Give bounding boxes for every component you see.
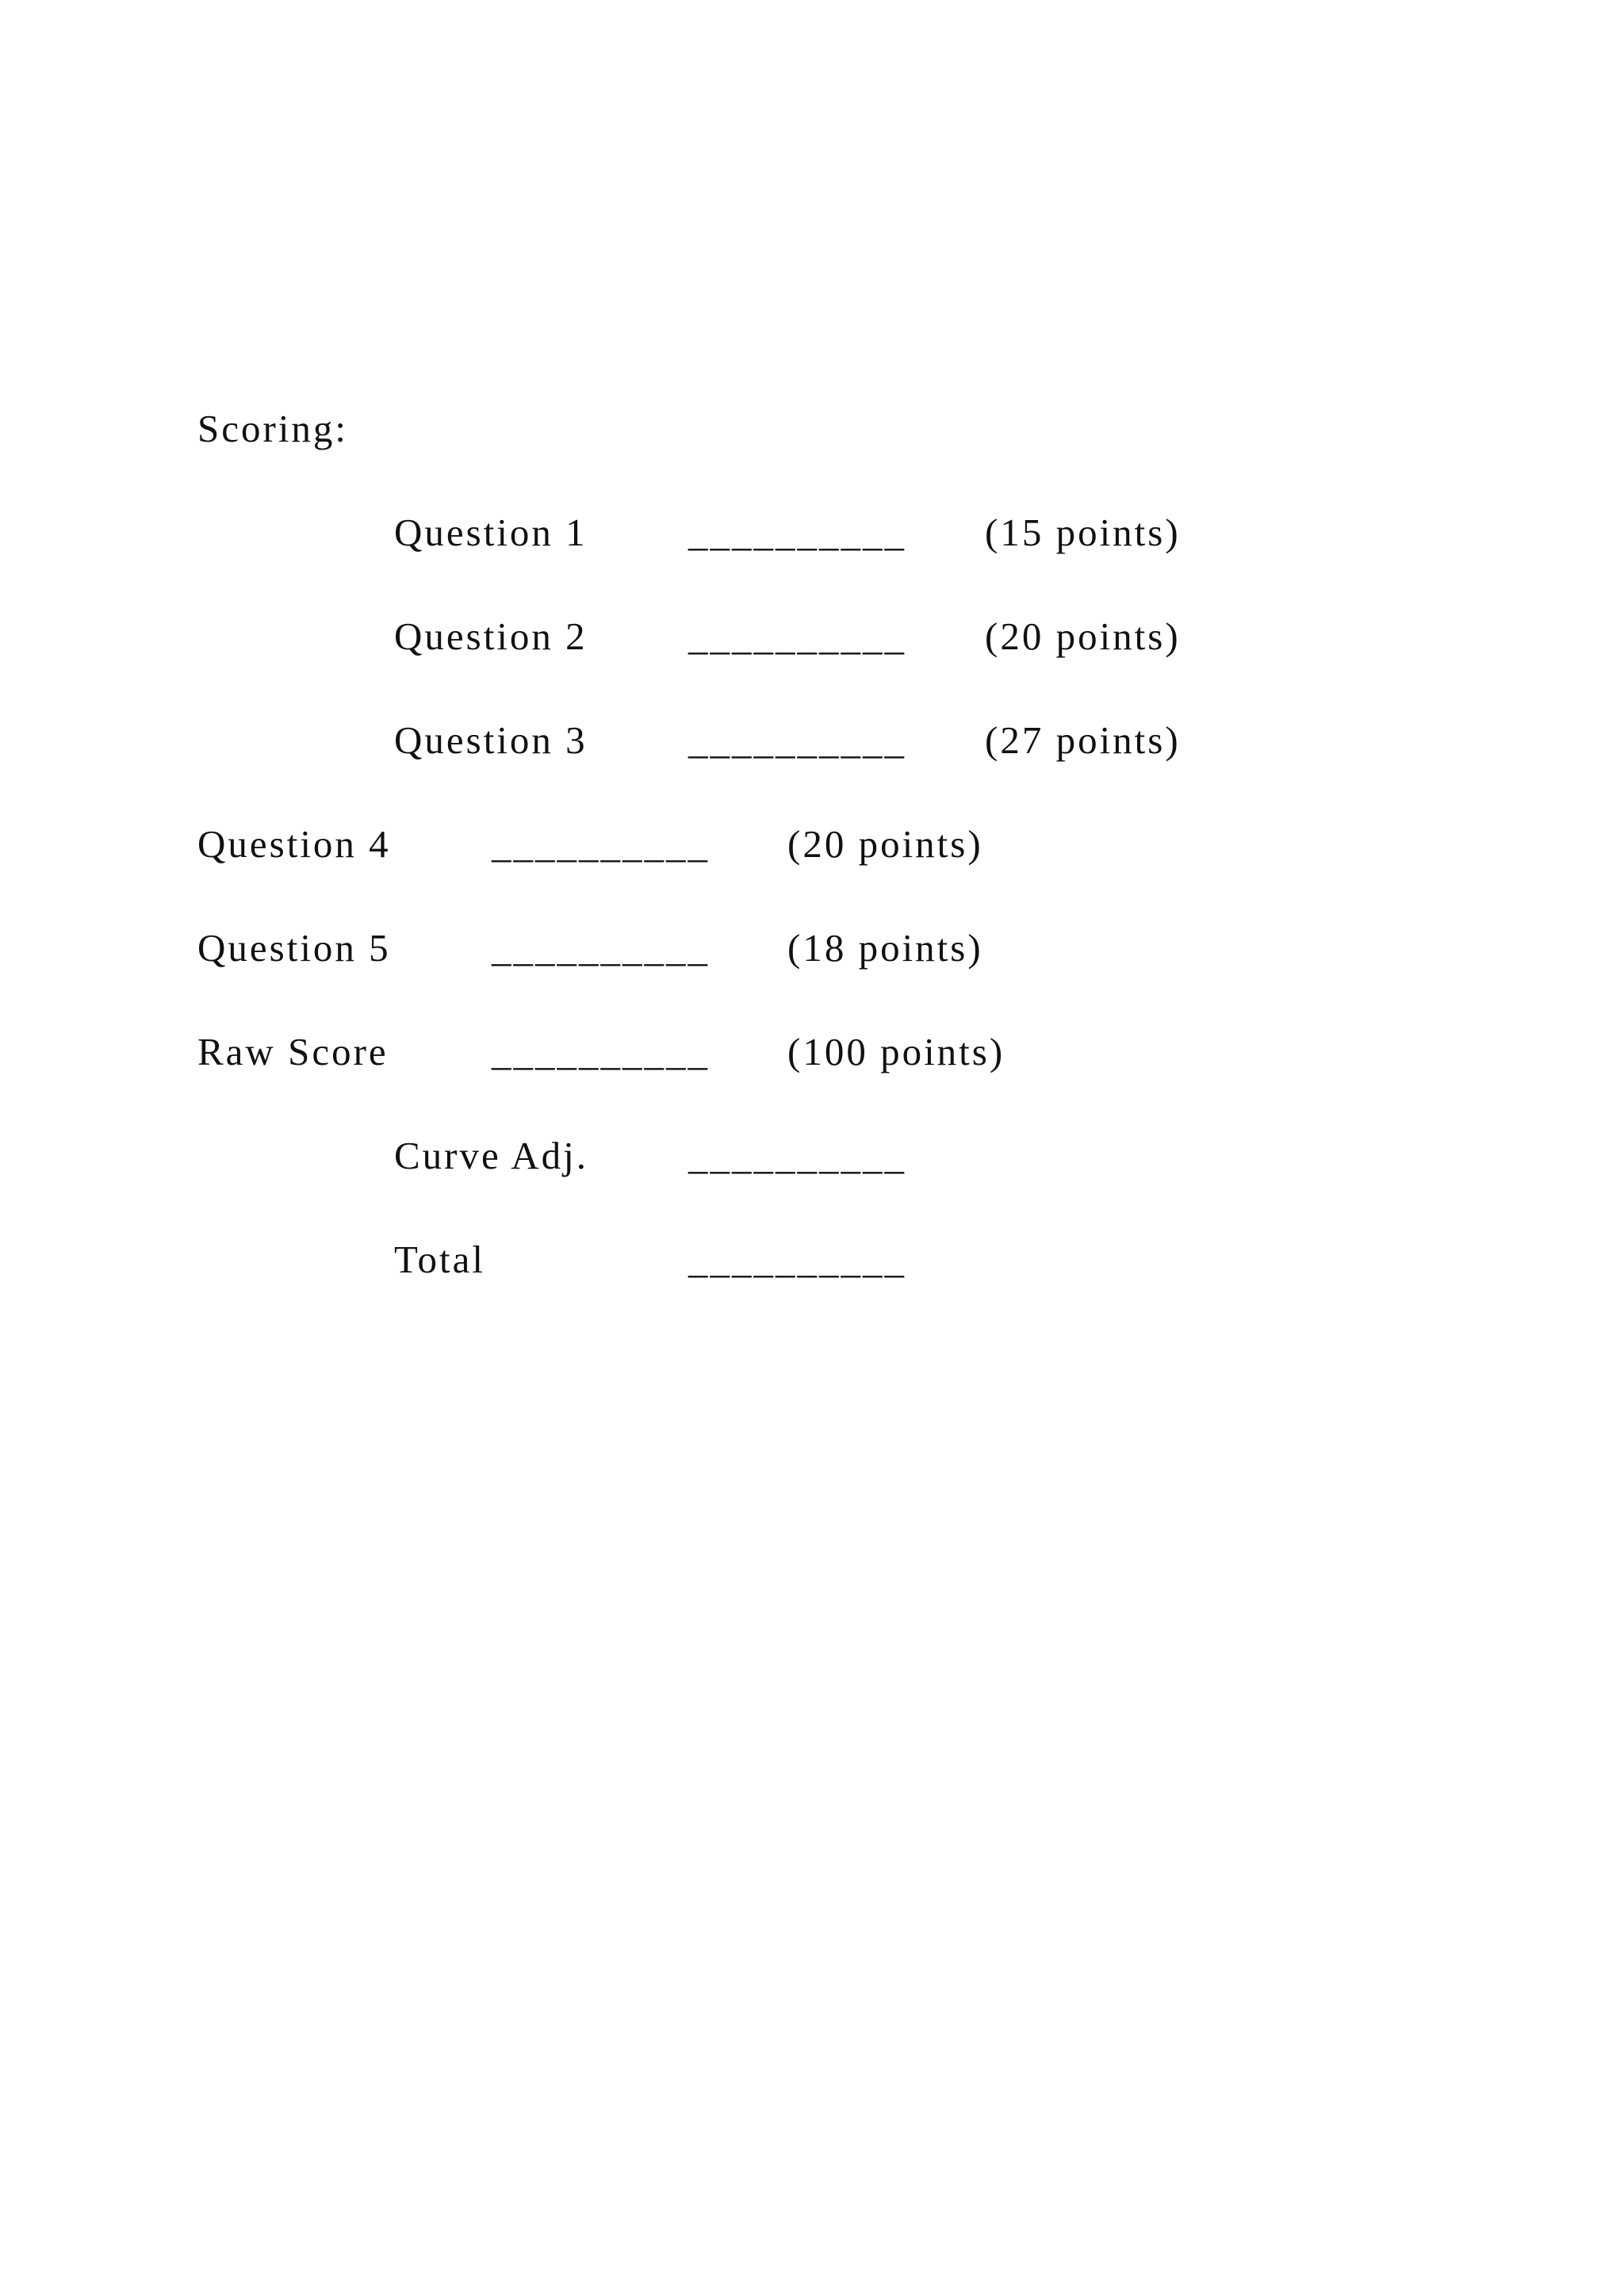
question-2-score-blank: __________ <box>688 614 906 658</box>
question-1-label: Question 1 <box>394 511 588 554</box>
total-blank: __________ <box>688 1238 906 1281</box>
question-5-label: Question 5 <box>197 926 391 970</box>
total-label: Total <box>394 1238 485 1281</box>
scoring-heading: Scoring: <box>197 407 349 450</box>
question-4-points: (20 points) <box>787 822 983 866</box>
raw-score-blank: __________ <box>492 1030 710 1073</box>
question-2-label: Question 2 <box>394 614 588 658</box>
question-3-points: (27 points) <box>985 718 1181 762</box>
question-4-score-blank: __________ <box>492 822 710 866</box>
question-1-score-blank: __________ <box>688 511 906 554</box>
question-4-label: Question 4 <box>197 822 391 866</box>
question-5-score-blank: __________ <box>492 926 710 970</box>
question-3-label: Question 3 <box>394 718 588 762</box>
raw-score-label: Raw Score <box>197 1030 389 1073</box>
question-3-score-blank: __________ <box>688 718 906 762</box>
question-5-points: (18 points) <box>787 926 983 970</box>
raw-score-points: (100 points) <box>787 1030 1005 1073</box>
curve-adj-label: Curve Adj. <box>394 1134 589 1177</box>
curve-adj-blank: __________ <box>688 1134 906 1177</box>
question-1-points: (15 points) <box>985 511 1181 554</box>
question-2-points: (20 points) <box>985 614 1181 658</box>
